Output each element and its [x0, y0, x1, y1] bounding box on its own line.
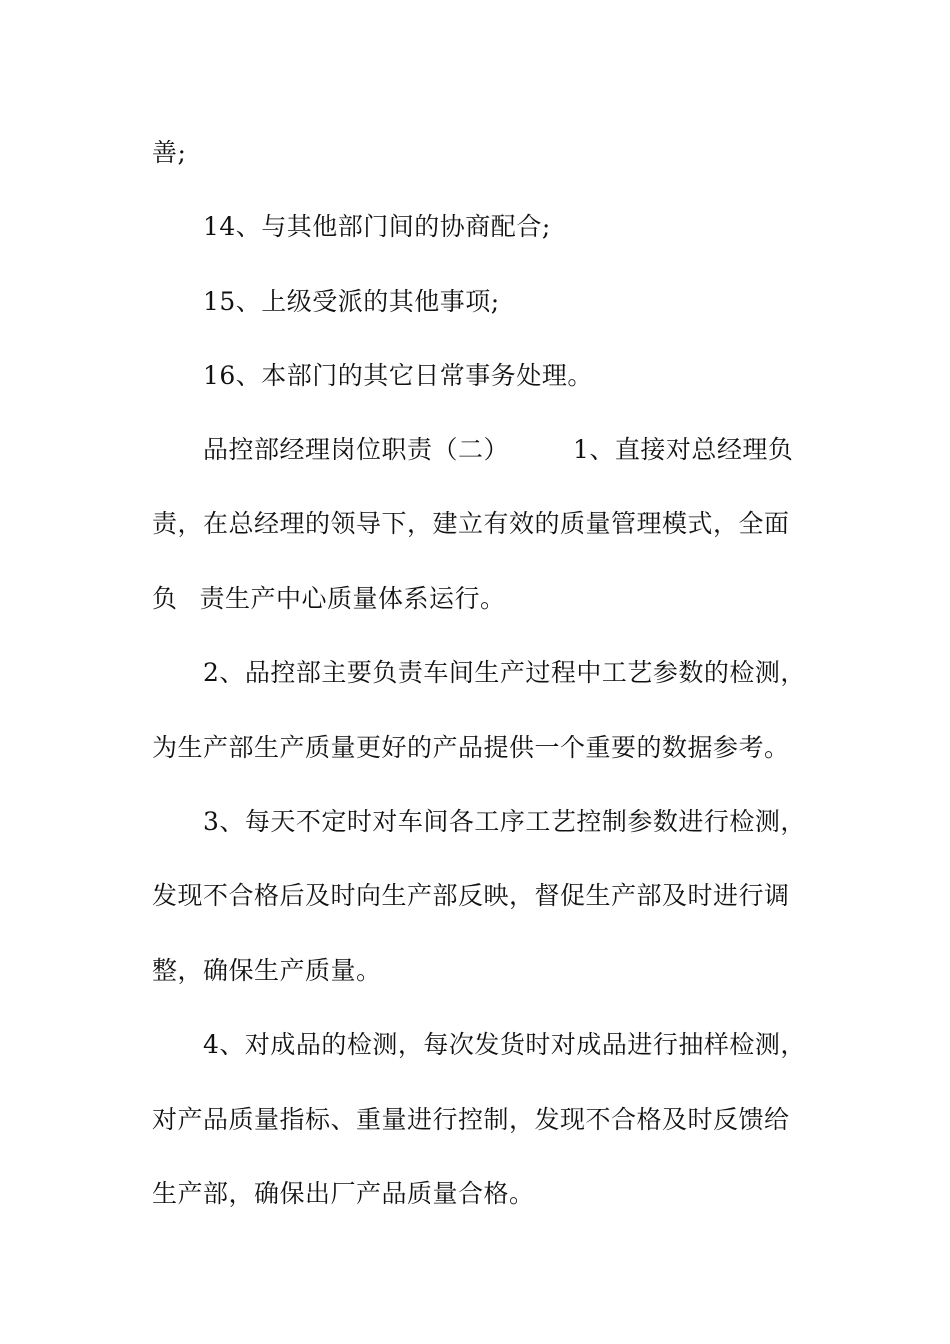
line-fragment: 4、对成品的检测，每次发货时对成品进行抽样检测， — [203, 1030, 806, 1059]
line-fragment: 生产部，确保出厂产品质量合格。 — [152, 1179, 535, 1208]
text-line — [152, 881, 812, 911]
list-item-3 — [203, 807, 863, 837]
line-fragment: 整，确保生产质量。 — [152, 956, 382, 985]
list-item-2 — [203, 658, 863, 688]
line-fragment: 为生产部生产质量更好的产品提供一个重要的数据参考。 — [152, 733, 790, 762]
line-fragment: 16、本部门的其它日常事务处理。 — [203, 361, 593, 390]
line-fragment: 责，在总经理的领导下，建立有效的质量管理模式，全面 — [152, 509, 790, 538]
list-item-14 — [203, 212, 863, 242]
line-fragment: 15、上级受派的其他事项; — [203, 287, 500, 316]
section-heading-line — [203, 435, 863, 465]
line-fragment: 发现不合格后及时向生产部反映，督促生产部及时进行调 — [152, 881, 790, 910]
line-fragment: 责生产中心质量体系运行。 — [199, 584, 506, 613]
line-fragment: 14、与其他部门间的协商配合; — [203, 212, 551, 241]
text-line — [152, 509, 812, 539]
text-line — [152, 584, 812, 614]
text-line — [152, 1105, 812, 1135]
text-line — [152, 1179, 812, 1209]
list-item-15 — [203, 287, 863, 317]
line-fragment: 1、直接对总经理负 — [573, 435, 794, 464]
line-fragment: 2、品控部主要负责车间生产过程中工艺参数的检测， — [203, 658, 806, 687]
list-item-4 — [203, 1030, 863, 1060]
text-line — [152, 956, 812, 986]
line-fragment: 3、每天不定时对车间各工序工艺控制参数进行检测， — [203, 807, 806, 836]
text-line — [152, 138, 812, 168]
list-item-16 — [203, 361, 863, 391]
section-heading: 品控部经理岗位职责（二） — [203, 435, 510, 464]
line-fragment: 对产品质量指标、重量进行控制，发现不合格及时反馈给 — [152, 1105, 790, 1134]
text-line — [152, 733, 812, 763]
line-fragment: 善; — [152, 138, 187, 167]
line-fragment: 负 — [152, 584, 178, 613]
